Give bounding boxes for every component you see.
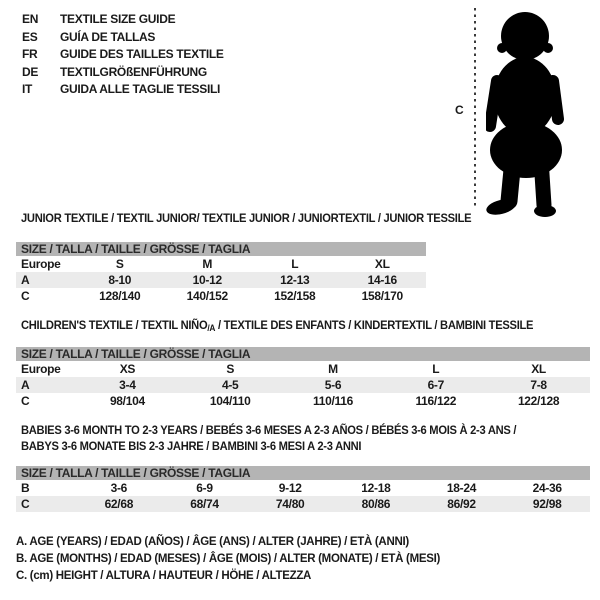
junior-height-row bbox=[16, 288, 426, 304]
footnote-a: A. AGE (YEARS) / EDAD (AÑOS) / ÂGE (ANS) / ALTER (JAHRE) / ETÀ (ANNI) bbox=[16, 536, 409, 548]
babies-months-row bbox=[16, 480, 590, 496]
children-title-post: / TEXTILE DES ENFANTS / KINDERTEXTIL / BAMBINI TESSILE bbox=[215, 318, 534, 332]
table-cell: 12-18 bbox=[361, 481, 391, 495]
table-cell: 98/104 bbox=[109, 394, 145, 408]
children-europe-row bbox=[16, 361, 590, 377]
table-cell: 8-10 bbox=[108, 273, 132, 287]
table-cell: 14-16 bbox=[367, 273, 397, 287]
table-cell: 6-9 bbox=[196, 481, 213, 495]
table-cell: 3-4 bbox=[119, 378, 136, 392]
language-row-en bbox=[22, 11, 224, 29]
table-cell: Europe bbox=[21, 362, 61, 376]
table-cell: 62/68 bbox=[104, 497, 134, 511]
measure-label-c: C bbox=[455, 103, 464, 117]
table-cell: 128/140 bbox=[99, 289, 141, 303]
baby-silhouette-icon bbox=[486, 9, 570, 221]
language-code: IT bbox=[22, 82, 33, 96]
table-cell: 24-36 bbox=[532, 481, 562, 495]
table-cell: L bbox=[291, 257, 299, 271]
table-cell: S bbox=[115, 257, 124, 271]
language-label: GUIDE DES TAILLES TEXTILE bbox=[60, 47, 224, 61]
table-cell: 158/170 bbox=[361, 289, 403, 303]
junior-section-title: JUNIOR TEXTILE / TEXTIL JUNIOR/ TEXTILE JUNIOR / JUNIORTEXTIL / JUNIOR TESSILE bbox=[21, 211, 472, 225]
table-cell: S bbox=[226, 362, 235, 376]
babies-size-header-bar: SIZE / TALLA / TAILLE / GRÖSSE / TAGLIA bbox=[16, 466, 590, 480]
table-cell: 18-24 bbox=[446, 481, 477, 495]
table-cell: 86/92 bbox=[447, 497, 476, 511]
language-row-de bbox=[22, 64, 224, 82]
table-cell: A bbox=[21, 273, 30, 287]
babies-height-row bbox=[16, 496, 590, 512]
children-title-sub: /A bbox=[207, 323, 216, 333]
table-cell: 5-6 bbox=[324, 378, 342, 392]
language-code: DE bbox=[22, 64, 39, 79]
language-row-fr bbox=[22, 46, 224, 64]
language-label: GUIDA ALLE TAGLIE TESSILI bbox=[60, 82, 221, 96]
language-row-it bbox=[22, 81, 224, 99]
table-cell: 140/152 bbox=[186, 289, 228, 303]
language-row-es bbox=[22, 29, 224, 47]
junior-europe-row bbox=[16, 256, 426, 272]
language-code: ES bbox=[22, 29, 38, 44]
table-cell: XL bbox=[531, 362, 546, 376]
table-cell: 80/86 bbox=[361, 497, 391, 511]
language-label: GUÍA DE TALLAS bbox=[60, 29, 156, 44]
table-cell: 68/74 bbox=[190, 497, 219, 511]
language-code: FR bbox=[22, 47, 38, 61]
babies-section-title-line2: BABYS 3-6 MONATE BIS 2-3 JAHRE / BAMBINI 3-6 MESI A 2-3 ANNI bbox=[21, 439, 362, 453]
table-cell: A bbox=[21, 378, 30, 392]
table-cell: 110/116 bbox=[313, 394, 353, 408]
table-cell: B bbox=[21, 481, 30, 495]
table-cell: XL bbox=[374, 257, 390, 271]
table-cell: 74/80 bbox=[275, 497, 305, 511]
table-cell: 4-5 bbox=[221, 378, 239, 392]
table-cell: Europe bbox=[21, 257, 61, 271]
babies-section-title-line1: BABIES 3-6 MONTH TO 2-3 YEARS / BEBÉS 3-6 MESES A 2-3 AÑOS / BÉBÉS 3-6 MOIS À 2-3 ANS / bbox=[21, 423, 517, 437]
children-age-row bbox=[16, 377, 590, 393]
children-size-header-bar: SIZE / TALLA / TAILLE / GRÖSSE / TAGLIA bbox=[16, 347, 590, 361]
table-cell: 92/98 bbox=[532, 497, 562, 511]
table-cell: 7-8 bbox=[530, 378, 547, 392]
junior-size-header-bar: SIZE / TALLA / TAILLE / GRÖSSE / TAGLIA bbox=[16, 242, 426, 256]
table-cell: 152/158 bbox=[274, 289, 316, 303]
table-cell: 10-12 bbox=[192, 273, 222, 287]
table-cell: 122/128 bbox=[517, 394, 560, 408]
table-cell: C bbox=[21, 394, 30, 408]
table-cell: 6-7 bbox=[427, 378, 445, 392]
table-cell: L bbox=[432, 362, 440, 376]
table-cell: 3-6 bbox=[110, 481, 128, 495]
footnote-c: C. (cm) HEIGHT / ALTURA / HAUTEUR / HÖHE / ALTEZZA bbox=[16, 570, 312, 582]
table-cell: 12-13 bbox=[280, 273, 310, 287]
table-cell: 9-12 bbox=[278, 481, 302, 495]
language-label: TEXTILGRÖßENFÜHRUNG bbox=[60, 64, 207, 79]
table-cell: M bbox=[202, 257, 213, 271]
children-height-row bbox=[16, 393, 590, 409]
table-cell: XS bbox=[119, 362, 136, 376]
language-code: EN bbox=[22, 12, 39, 26]
table-cell: 104/110 bbox=[209, 394, 251, 408]
language-label: TEXTILE SIZE GUIDE bbox=[60, 12, 176, 26]
children-title-pre: CHILDREN'S TEXTILE / TEXTIL NIÑO bbox=[21, 318, 208, 332]
footnote-b: B. AGE (MONTHS) / EDAD (MESES) / ÂGE (MOIS) / ALTER (MONATE) / ETÀ (MESI) bbox=[16, 553, 441, 565]
table-cell: C bbox=[21, 497, 30, 511]
language-header bbox=[22, 11, 224, 99]
children-section-title bbox=[21, 318, 533, 333]
table-cell: 116/122 bbox=[415, 394, 457, 408]
junior-age-row bbox=[16, 272, 426, 288]
table-cell: M bbox=[328, 362, 338, 376]
table-cell: C bbox=[21, 289, 30, 303]
height-measure-dotted-line bbox=[474, 8, 476, 209]
